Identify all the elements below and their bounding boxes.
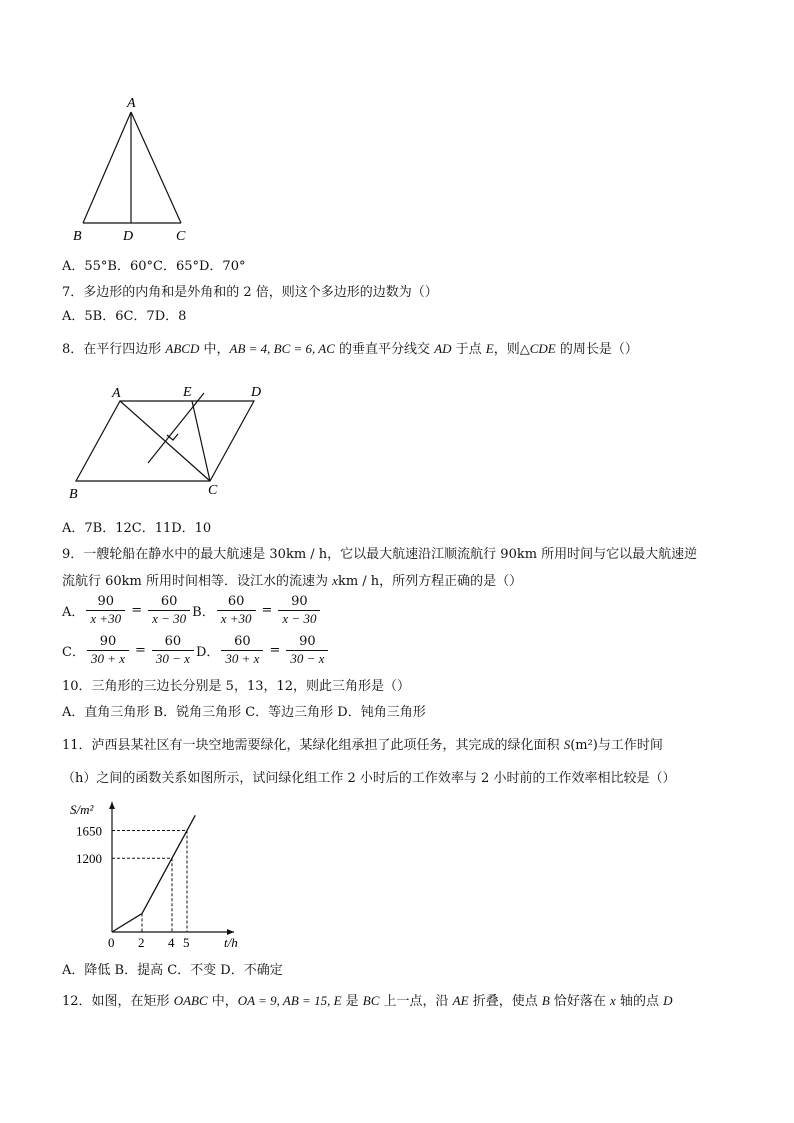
pg-label-a: A: [112, 386, 121, 401]
label-b: B: [73, 229, 82, 244]
denominator: 30 − x: [290, 651, 325, 666]
work-area-chart: [62, 792, 262, 954]
q8-stem-prefix: 8．在平行四边形: [62, 342, 166, 357]
triangle-abc-figure: [68, 90, 198, 245]
q9-line1: 9．一艘轮船在静水中的最大航速是 30km / h，它以最大航速沿江顺流航行 90km 所用时间与它以最大航速逆: [62, 547, 698, 562]
q8-ad: AD: [434, 341, 452, 356]
q9-a-frac1: [86, 594, 125, 627]
q9-x: x: [332, 573, 338, 588]
pg-label-b: B: [69, 487, 78, 502]
x-tick-label: 2: [138, 935, 145, 950]
q12-pb: B: [541, 993, 550, 1008]
q12-d: 上一点，沿: [379, 994, 453, 1009]
numerator: 60: [221, 634, 263, 651]
q10-options: A．直角三角形 B．锐角三角形 C．等边三角形 D．钝角三角形: [62, 705, 426, 720]
q9-line2: [62, 572, 522, 591]
q12-c: 是: [341, 994, 363, 1009]
q12-cond: OA = 9, AB = 15, E: [237, 993, 342, 1008]
q9-d-frac2: [286, 634, 328, 667]
label-c: C: [176, 229, 186, 244]
label-d: D: [123, 229, 134, 244]
q12-bc: BC: [362, 993, 380, 1008]
denominator: 30 + x: [225, 651, 260, 666]
q9-line2-b: km / h，所列方程正确的是（）: [337, 574, 523, 589]
q12-stem: [62, 992, 672, 1011]
numerator: 60: [152, 634, 194, 651]
q11-options: A．降低 B．提高 C．不变 D．不确定: [62, 963, 283, 978]
x-tick-label: 0: [108, 935, 115, 950]
q11-line1-a: 11．泸西县某社区有一块空地需要绿化，某绿化组承担了此项任务，其完成的绿化面积: [62, 738, 564, 753]
equals-sign: =: [261, 603, 273, 618]
numerator: 90: [286, 634, 328, 651]
q8-stem-mid1: 中，: [199, 342, 230, 357]
q9-a-frac2: [148, 594, 190, 627]
q8-stem: [62, 340, 638, 359]
q12-ae: AE: [452, 993, 469, 1008]
numerator: 90: [278, 594, 320, 611]
q8-cond: AB = 4, BC = 6, AC: [229, 341, 335, 356]
q12-a: 12．如图，在矩形: [62, 994, 174, 1009]
q12-e: 折叠，使点: [468, 994, 542, 1009]
q8-options: A．7B．12C．11D．10: [62, 521, 212, 536]
y-tick-label: 1200: [76, 851, 102, 867]
numerator: 90: [87, 634, 129, 651]
q8-cde: CDE: [529, 341, 556, 356]
q8-shape: ABCD: [165, 341, 200, 356]
q11-line2: （h）之间的函数关系如图所示，试问绿化组工作 2 小时后的工作效率与 2 小时前的工作效率相比较是（）: [62, 771, 676, 786]
numerator: 60: [217, 594, 256, 611]
numerator: 90: [86, 594, 125, 611]
equals-sign: =: [269, 643, 281, 658]
q9-b-frac2: [278, 594, 320, 627]
y-axis-label: S/m²: [70, 802, 94, 817]
denominator: 30 − x: [155, 651, 190, 666]
q11-line1: [62, 736, 663, 755]
denominator: x +30: [220, 611, 252, 626]
q9-b-label: B．: [192, 605, 215, 620]
q12-f: 恰好落在: [549, 994, 611, 1009]
pg-label-c: C: [208, 483, 218, 498]
x-tick-label: 5: [183, 935, 190, 950]
numerator: 60: [148, 594, 190, 611]
q12-g: 轴的点: [615, 994, 664, 1009]
q8-stem-end: 的周长是（）: [555, 342, 638, 357]
q8-stem-mid2: 的垂直平分线交: [334, 342, 435, 357]
q11-s: S: [563, 737, 571, 752]
y-axis-arrow: [109, 802, 115, 809]
q8-e: E: [485, 341, 494, 356]
equals-sign: =: [131, 603, 143, 618]
q12-oabc: OABC: [173, 993, 208, 1008]
q9-b-frac1: [217, 594, 256, 627]
x-tick-label: 4: [168, 935, 175, 950]
q8-stem-mid4: ，则△: [493, 342, 530, 357]
q9-c-frac1: [87, 634, 129, 667]
q9-c-label: C．: [62, 645, 85, 660]
q9-d-frac1: [221, 634, 263, 667]
equals-sign: =: [135, 643, 146, 658]
q7-stem: 7．多边形的内角和是外角和的 2 倍，则这个多边形的边数为（）: [62, 285, 438, 300]
parallelogram-figure: [62, 378, 282, 503]
q12-b: 中，: [207, 994, 238, 1009]
x-axis-label: t/h: [224, 935, 238, 950]
q8-stem-mid3: 于点: [451, 342, 486, 357]
q6-options: A．55°B．60°C．65°D．70°: [62, 259, 246, 274]
denominator: x − 30: [152, 611, 187, 626]
q10-stem: 10．三角形的三边长分别是 5，13，12，则此三角形是（）: [62, 679, 411, 694]
q9-c-frac2: [152, 634, 194, 667]
label-a: A: [127, 96, 136, 111]
denominator: 30 + x: [90, 651, 125, 666]
q12-x: x: [610, 993, 616, 1008]
series-line: [112, 815, 195, 932]
q9-line2-a: 流航行 60km 所用时间相等．设江水的流速为: [62, 574, 333, 589]
q12-pd: D: [663, 993, 673, 1008]
y-tick-label: 1650: [76, 823, 102, 839]
pg-label-e: E: [183, 385, 192, 400]
pg-label-d: D: [251, 385, 262, 400]
q11-unit: (m²): [570, 738, 598, 753]
q9-d-label: D．: [195, 645, 220, 660]
q7-options: A．5B．6C．7D．8: [62, 309, 187, 324]
denominator: x +30: [90, 611, 122, 626]
q11-line1-b: 与工作时间: [597, 738, 663, 753]
denominator: x − 30: [282, 611, 317, 626]
q9-options-ab: [62, 594, 322, 627]
q9-options-cd: [62, 634, 330, 667]
q9-a-label: A．: [62, 605, 85, 620]
